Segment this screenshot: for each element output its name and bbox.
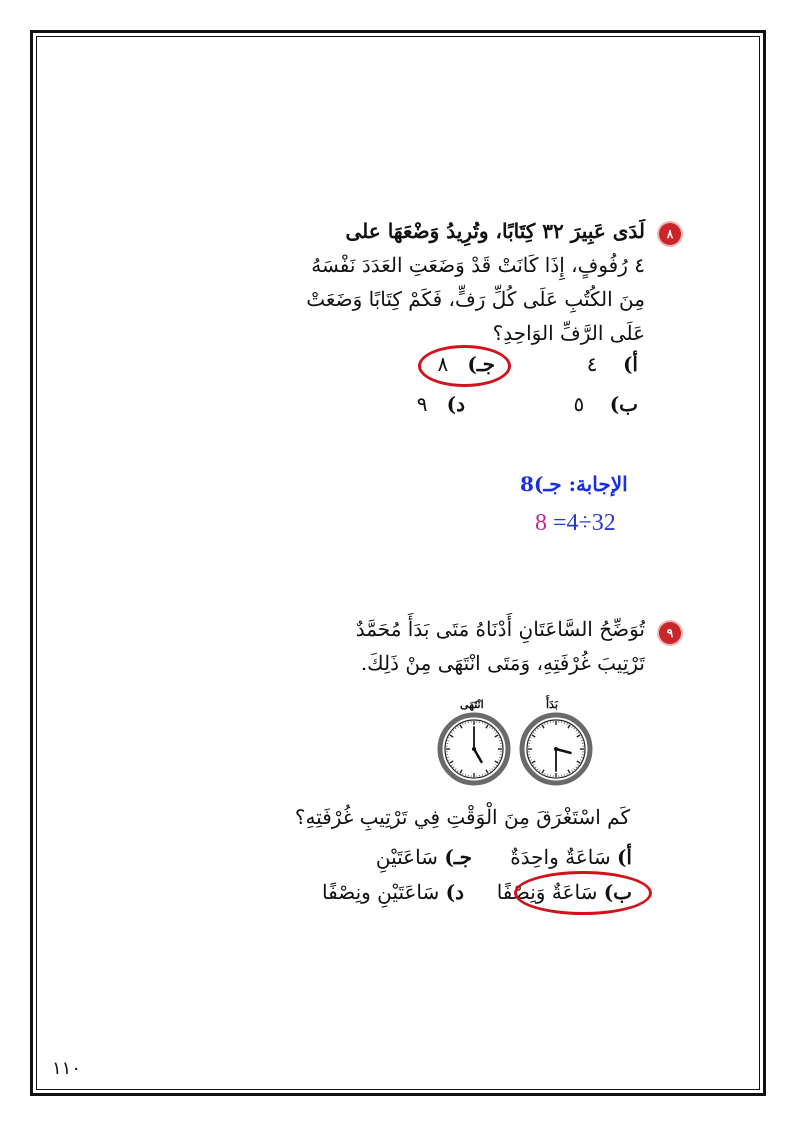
q8-equation-result: 8 <box>535 510 547 536</box>
q8-equation-rest: =4÷32 <box>553 510 616 536</box>
q8-option-d-value: ٩ <box>416 392 428 416</box>
q9-option-c-value: سَاعَتَيْنِ <box>375 845 438 869</box>
question-8-line-3: مِنَ الكُتُبِ عَلَى كُلِّ رَفٍّ، فَكَمْ كِتَابًا وَضَعَتْ <box>306 287 645 311</box>
question-8-line-1: لَدَى عَبِيرَ ٣٢ كِتَابًا، وتُرِيدُ وَضْعَهَا على <box>345 219 645 243</box>
q9-correct-answer-circle <box>514 871 652 915</box>
question-8-text <box>306 214 645 350</box>
q8-option-c-value: ٨ <box>437 352 449 376</box>
q8-equation <box>535 510 616 537</box>
question-9-badge: ٩ <box>659 622 681 644</box>
q8-option-b-value: ٥ <box>573 392 585 416</box>
question-9-line-2: تَرْتِيبَ غُرْفَتِهِ، وَمَتَى انْتَهَى مِنْ ذَلِكَ. <box>360 651 645 675</box>
q9-option-d-key: د) <box>445 880 464 904</box>
clock-end <box>437 712 511 786</box>
question-9-prompt <box>294 800 630 834</box>
question-9-prompt-text: كَم اسْتَغْرَقَ مِنَ الْوَقْتِ فِي تَرْتِيبِ غُرْفَتِهِ؟ <box>294 805 630 829</box>
q9-option-a[interactable] <box>510 845 632 869</box>
q9-option-c-key: جـ) <box>444 845 472 869</box>
q8-option-a[interactable] <box>587 352 638 376</box>
q8-option-b-key: ب) <box>609 392 638 416</box>
q8-option-d-key: د) <box>446 392 465 416</box>
q9-option-c[interactable] <box>376 845 472 869</box>
q8-option-a-value: ٤ <box>586 352 598 376</box>
q9-option-a-key: أ) <box>616 845 632 869</box>
q8-option-c-key: جـ) <box>467 352 495 376</box>
clock-start <box>519 712 593 786</box>
page-border-inner <box>36 36 760 1090</box>
question-8-line-2: ٤ رُفُوفٍ، إِذَا كَانَتْ قَدْ وَضَعَتِ العَدَدَ نَفْسَهُ <box>311 253 645 277</box>
question-9-text <box>315 612 645 680</box>
q8-option-a-key: أ) <box>622 352 638 376</box>
q9-option-d-value: سَاعَتَيْنِ ونِصْفًا <box>322 880 440 904</box>
question-8-line-4: عَلَى الرَّفِّ الوَاحِدِ؟ <box>492 321 645 345</box>
question-9-line-1: تُوَضِّحُ السَّاعَتَانِ أَدْنَاهُ مَتَى بَدَأَ مُحَمَّدٌ <box>355 617 645 641</box>
q8-answer-label: الإجابة: جـ)8 <box>520 472 628 496</box>
q8-option-d[interactable] <box>417 392 465 416</box>
q8-option-b[interactable] <box>574 392 638 416</box>
q9-option-b-value: سَاعَةٌ وَنِصْفًا <box>496 880 598 904</box>
q8-correct-answer-circle <box>418 345 511 387</box>
question-8-badge: ٨ <box>659 223 681 245</box>
clock-end-label: انْتَهَى <box>460 698 484 711</box>
q9-option-d[interactable] <box>322 880 464 904</box>
clock-start-label: بَدَأَ <box>546 698 558 711</box>
page-number: ١١٠ <box>52 1058 82 1079</box>
q9-option-a-value: سَاعَةٌ واحِدَةٌ <box>510 845 611 869</box>
q9-option-b-key: ب) <box>603 880 632 904</box>
